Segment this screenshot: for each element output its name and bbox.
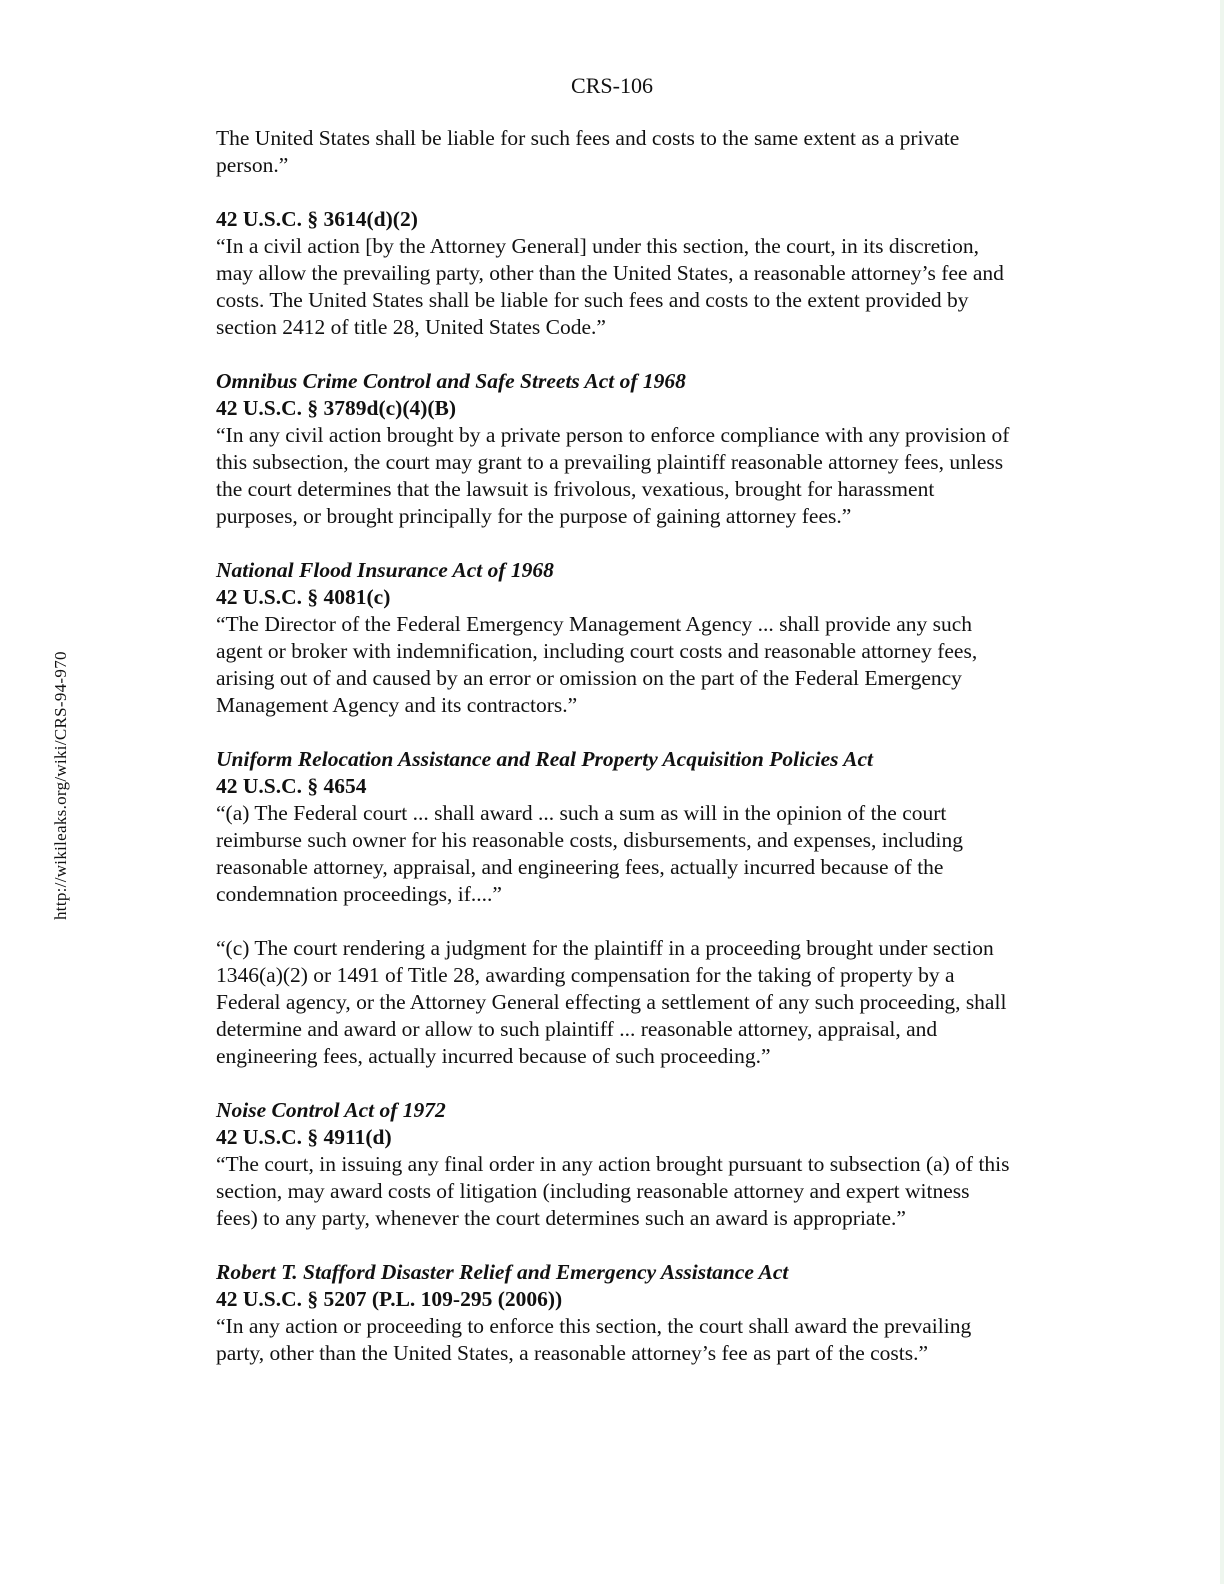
statute-block (216, 206, 1016, 341)
intro-paragraph: The United States shall be liable for such fees and costs to the same extent as a private person.” (216, 126, 960, 177)
statute-quote: “In any civil action brought by a private person to enforce compliance with any provision of this subsection, the court may grant to a prevailing plaintiff reasonable attorney fees, unless the court determines that the lawsuit is frivolous, vexatious, brought for harassment purposes, or brought principally for the purpose of gaining attorney fees.” (216, 423, 1010, 528)
statute-block (216, 557, 1016, 719)
page-edge-strip (1220, 0, 1224, 1584)
act-title: Robert T. Stafford Disaster Relief and Emergency Assistance Act (216, 1260, 789, 1284)
statute-citation: 42 U.S.C. § 3789d(c)(4)(B) (216, 396, 457, 420)
statute-citation: 42 U.S.C. § 5207 (P.L. 109-295 (2006)) (216, 1287, 563, 1311)
document-body (216, 125, 1016, 1367)
statute-quote: “The Director of the Federal Emergency Management Agency ... shall provide any such agent or broker with indemnification, including court costs and reasonable attorney fees, arising out of and caused by an error or omission on the part of the Federal Emergency Management Agency and its contractors.” (216, 612, 978, 717)
statute-citation: 42 U.S.C. § 3614(d)(2) (216, 207, 418, 231)
statute-quote: “(c) The court rendering a judgment for the plaintiff in a proceeding brought under section 1346(a)(2) or 1491 of Title 28, awarding compensation for the taking of property by a Federal agency, or the Attorney General effecting a settlement of any such proceeding, shall determine and award or allow to such plaintiff ... reasonable attorney, appraisal, and engineering fees, actually incurred because of such proceeding.” (216, 936, 1007, 1068)
statute-citation: 42 U.S.C. § 4654 (216, 774, 367, 798)
act-title: Uniform Relocation Assistance and Real Property Acquisition Policies Act (216, 747, 873, 771)
statute-quote: “In a civil action [by the Attorney General] under this section, the court, in its discretion, may allow the prevailing party, other than the United States, a reasonable attorney’s fee and costs. The United States shall be liable for such fees and costs to the extent provided by section 2412 of title 28, United States Code.” (216, 234, 1004, 339)
statute-block (216, 746, 1016, 1070)
page-number-header: CRS-106 (571, 73, 653, 98)
statute-quote: “In any action or proceeding to enforce this section, the court shall award the prevailing party, other than the United States, a reasonable attorney’s fee as part of the costs.” (216, 1314, 972, 1365)
act-title: National Flood Insurance Act of 1968 (216, 558, 554, 582)
act-title: Noise Control Act of 1972 (216, 1098, 446, 1122)
statute-quote: “The court, in issuing any final order in any action brought pursuant to subsection (a) of this section, may award costs of litigation (including reasonable attorney and expert witness fees) to any party, whenever the court determines such an award is appropriate.” (216, 1152, 1010, 1230)
side-watermark-url: http://wikileaks.org/wiki/CRS-94-970 (51, 651, 70, 920)
act-title: Omnibus Crime Control and Safe Streets Act of 1968 (216, 369, 686, 393)
statute-quote: “(a) The Federal court ... shall award ... such a sum as will in the opinion of the court reimburse such owner for his reasonable costs, disbursements, and expenses, including reasonable attorney, appraisal, and engineering fees, actually incurred because of the condemnation proceedings, if....” (216, 801, 963, 906)
statute-citation: 42 U.S.C. § 4911(d) (216, 1125, 392, 1149)
statute-block (216, 1259, 1016, 1367)
statute-citation: 42 U.S.C. § 4081(c) (216, 585, 391, 609)
statute-block (216, 1097, 1016, 1232)
statute-block (216, 368, 1016, 530)
